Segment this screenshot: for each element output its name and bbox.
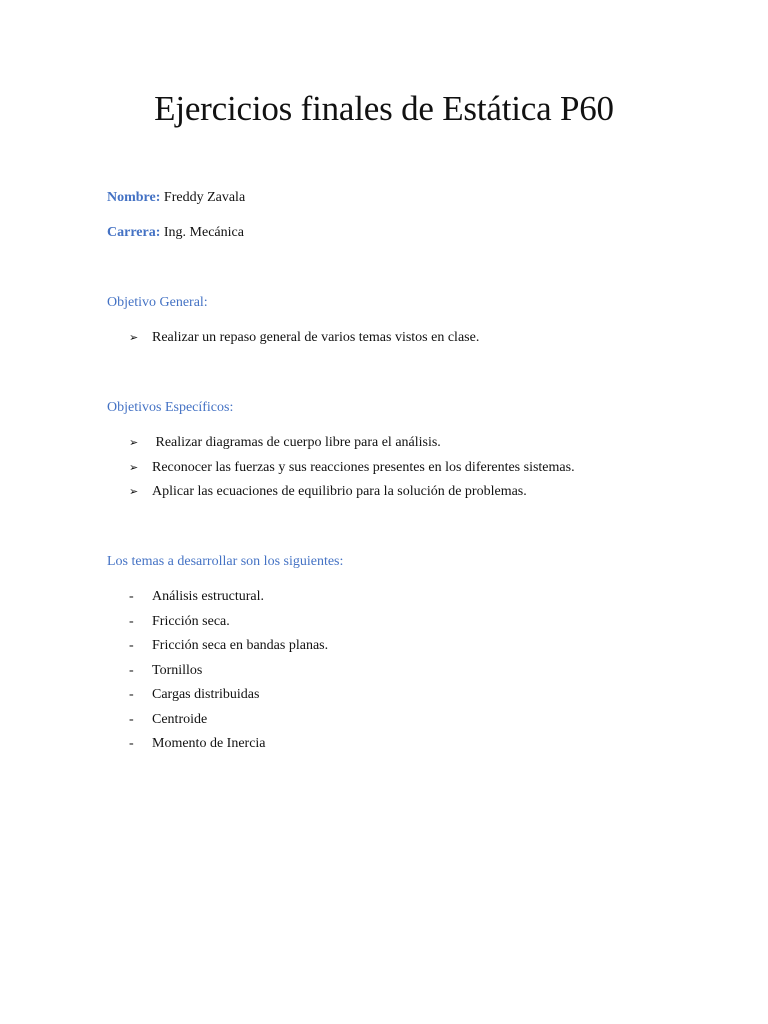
list-item-text: Fricción seca. bbox=[152, 613, 230, 629]
list-item-text: Momento de Inercia bbox=[152, 736, 266, 751]
list-item-text: Realizar un repaso general de varios temas vistos en clase. bbox=[152, 330, 480, 345]
list-item bbox=[0, 711, 768, 736]
objetivos-especificos-heading: Objetivos Específicos: bbox=[107, 400, 234, 415]
list-item bbox=[0, 588, 768, 613]
document-title: Ejercicios finales de Estática P60 bbox=[154, 89, 614, 128]
list-item-text: Fricción seca en bandas planas. bbox=[152, 638, 329, 653]
temas-heading: Los temas a desarrollar son los siguientes: bbox=[107, 554, 344, 569]
list-item bbox=[0, 434, 768, 459]
list-item-text: Aplicar las ecuaciones de equilibrio para la solución de problemas. bbox=[152, 484, 527, 499]
temas-list bbox=[0, 588, 768, 760]
objetivo-general-heading: Objetivo General: bbox=[107, 295, 208, 310]
arrow-bullet-icon: ➢ bbox=[129, 437, 139, 449]
nombre-label: Nombre: bbox=[107, 190, 161, 205]
nombre-field bbox=[107, 189, 245, 207]
dash-bullet-icon: - bbox=[129, 711, 134, 727]
objetivos-especificos-list bbox=[0, 434, 768, 508]
list-item-text: Análisis estructural. bbox=[152, 589, 264, 604]
list-item-text: Reconocer las fuerzas y sus reacciones presentes en los diferentes sistemas. bbox=[152, 459, 575, 475]
nombre-value: Freddy Zavala bbox=[163, 190, 246, 205]
objetivo-general-list bbox=[0, 329, 768, 354]
list-item bbox=[0, 662, 768, 687]
list-item-text: Realizar diagramas de cuerpo libre para el análisis. bbox=[152, 435, 441, 450]
list-item bbox=[0, 637, 768, 662]
dash-bullet-icon: - bbox=[129, 638, 134, 653]
list-item bbox=[0, 735, 768, 760]
arrow-bullet-icon: ➢ bbox=[129, 486, 139, 498]
carrera-field bbox=[107, 224, 244, 242]
list-item bbox=[0, 459, 768, 484]
dash-bullet-icon: - bbox=[129, 589, 134, 604]
list-item bbox=[0, 686, 768, 711]
list-item-text: Centroide bbox=[152, 711, 208, 727]
list-item bbox=[0, 329, 768, 354]
list-item-text: Tornillos bbox=[152, 662, 203, 678]
carrera-value: Ing. Mecánica bbox=[163, 225, 244, 240]
carrera-label: Carrera: bbox=[107, 225, 161, 240]
dash-bullet-icon: - bbox=[129, 687, 134, 702]
dash-bullet-icon: - bbox=[129, 662, 134, 678]
dash-bullet-icon: - bbox=[129, 613, 134, 629]
list-item bbox=[0, 483, 768, 508]
list-item-text: Cargas distribuidas bbox=[152, 687, 260, 702]
arrow-bullet-icon: ➢ bbox=[129, 332, 139, 344]
list-item bbox=[0, 613, 768, 638]
arrow-bullet-icon: ➢ bbox=[129, 461, 139, 474]
dash-bullet-icon: - bbox=[129, 736, 134, 751]
